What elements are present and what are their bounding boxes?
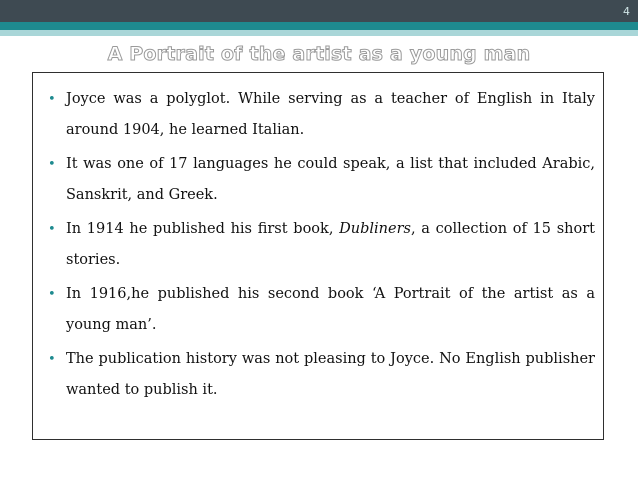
bullet-dot-icon: •	[48, 157, 56, 172]
bullet-item	[47, 149, 595, 211]
bullet-item	[47, 214, 595, 276]
bullet-dot-icon: •	[48, 287, 56, 302]
bullet-text-after: , a collection of 15 short stories.	[66, 221, 595, 268]
slide-title: A Portrait of the artist as a young man	[107, 43, 531, 65]
book-title-dubliners: Dubliners	[339, 221, 411, 237]
bullet-text-before: In 1914 he published his first book,	[66, 221, 340, 237]
bullet-dot-icon: •	[48, 352, 56, 367]
bullet-item	[47, 344, 595, 406]
bullet-text: It was one of 17 languages he could speak, a list that included Arabic, Sanskrit, and Greek.	[66, 156, 595, 203]
bullet-text: The publication history was not pleasing to Joyce. No English publisher wanted to publish it.	[66, 351, 595, 398]
content-box	[32, 72, 604, 440]
bullet-dot-icon: •	[48, 222, 56, 237]
bullet-item	[47, 279, 595, 341]
bullet-text: Joyce was a polyglot. While serving as a teacher of English in Italy around 1904, he learned Italian.	[66, 91, 595, 138]
bullet-item	[47, 84, 595, 146]
slide-number: 4	[623, 5, 630, 18]
header-band-dark	[0, 0, 638, 22]
header-band-light	[0, 30, 638, 36]
bullet-text: In 1916,he published his second book ‘A Portrait of the artist as a young man’.	[66, 286, 595, 333]
bullet-list	[33, 73, 603, 406]
header-band-teal	[0, 22, 638, 30]
bullet-dot-icon: •	[48, 92, 56, 107]
